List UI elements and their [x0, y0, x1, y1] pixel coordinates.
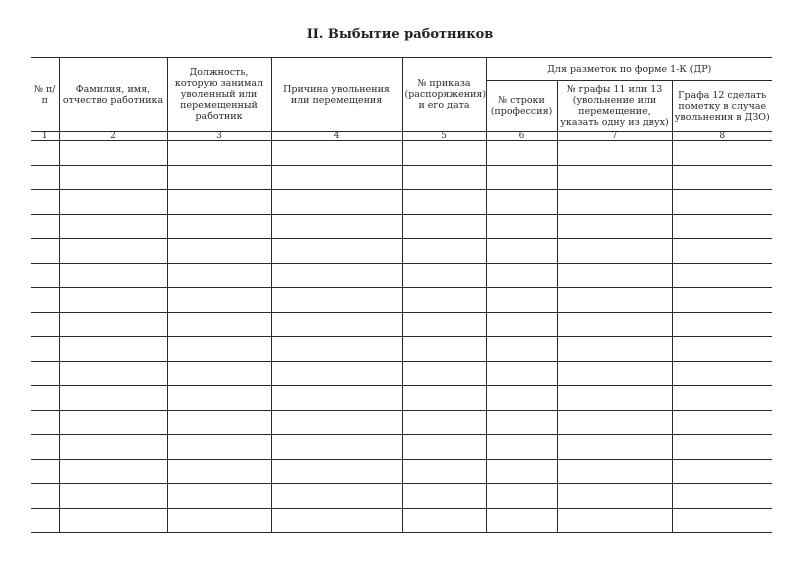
table-cell[interactable]: [402, 288, 486, 313]
table-row: [31, 239, 772, 264]
table-cell[interactable]: [31, 239, 59, 264]
table-cell[interactable]: [271, 484, 402, 509]
table-cell[interactable]: [486, 288, 557, 313]
table-cell[interactable]: [672, 312, 772, 337]
table-cell[interactable]: [402, 508, 486, 533]
table-cell[interactable]: [167, 484, 271, 509]
table-cell[interactable]: [486, 263, 557, 288]
table-cell[interactable]: [31, 337, 59, 362]
table-cell[interactable]: [31, 165, 59, 190]
table-row: [31, 214, 772, 239]
table-row: [31, 435, 772, 460]
table-cell[interactable]: [59, 239, 167, 264]
table-cell[interactable]: [402, 141, 486, 166]
table-cell[interactable]: [59, 214, 167, 239]
column-number: 3: [167, 132, 271, 141]
table-cell[interactable]: [271, 141, 402, 166]
table-cell[interactable]: [167, 288, 271, 313]
table-cell[interactable]: [59, 386, 167, 411]
table-cell[interactable]: [59, 435, 167, 460]
table-cell[interactable]: [31, 141, 59, 166]
column-number: 4: [271, 132, 402, 141]
table-cell[interactable]: [167, 435, 271, 460]
table-cell[interactable]: [59, 165, 167, 190]
table-cell[interactable]: [402, 214, 486, 239]
table-cell[interactable]: [402, 484, 486, 509]
table-row: [31, 288, 772, 313]
table-cell[interactable]: [59, 263, 167, 288]
table-cell[interactable]: [59, 484, 167, 509]
table-cell[interactable]: [59, 141, 167, 166]
table-cell[interactable]: [167, 361, 271, 386]
table-row: [31, 165, 772, 190]
table-cell[interactable]: [672, 337, 772, 362]
table-cell[interactable]: [486, 386, 557, 411]
table-cell[interactable]: [557, 459, 672, 484]
table-cell[interactable]: [167, 214, 271, 239]
table-cell[interactable]: [167, 459, 271, 484]
table-cell[interactable]: [31, 288, 59, 313]
table-cell[interactable]: [167, 263, 271, 288]
form-section-title: II. Выбытие работников: [306, 27, 494, 42]
table-cell[interactable]: [59, 459, 167, 484]
table-cell[interactable]: [672, 435, 772, 460]
table-cell[interactable]: [402, 165, 486, 190]
table-cell[interactable]: [59, 288, 167, 313]
table-cell[interactable]: [486, 410, 557, 435]
table-cell[interactable]: [31, 386, 59, 411]
table-row: [31, 141, 772, 166]
table-cell[interactable]: [557, 288, 672, 313]
table-cell[interactable]: [486, 508, 557, 533]
table-cell[interactable]: [672, 214, 772, 239]
table-cell[interactable]: [486, 312, 557, 337]
table-row: [31, 459, 772, 484]
table-cell[interactable]: [31, 263, 59, 288]
table-cell[interactable]: [557, 410, 672, 435]
table-cell[interactable]: [402, 386, 486, 411]
table-cell[interactable]: [167, 312, 271, 337]
column-number: 6: [486, 132, 557, 141]
table-cell[interactable]: [402, 361, 486, 386]
table-cell[interactable]: [486, 361, 557, 386]
table-cell[interactable]: [486, 484, 557, 509]
table-cell[interactable]: [402, 190, 486, 215]
table-cell[interactable]: [557, 239, 672, 264]
table-cell[interactable]: [271, 337, 402, 362]
table-cell[interactable]: [557, 337, 672, 362]
table-cell[interactable]: [486, 214, 557, 239]
header-line-number: № строки (профессия): [486, 81, 557, 132]
table-cell[interactable]: [167, 508, 271, 533]
table-cell[interactable]: [402, 410, 486, 435]
table-cell[interactable]: [402, 435, 486, 460]
column-number: 2: [59, 132, 167, 141]
table-cell[interactable]: [672, 386, 772, 411]
table-cell[interactable]: [402, 263, 486, 288]
table-cell[interactable]: [672, 239, 772, 264]
table-cell[interactable]: [271, 288, 402, 313]
table-cell[interactable]: [59, 312, 167, 337]
table-row: [31, 386, 772, 411]
table-cell[interactable]: [672, 508, 772, 533]
table-cell[interactable]: [672, 190, 772, 215]
table-cell[interactable]: [167, 141, 271, 166]
table-cell[interactable]: [557, 508, 672, 533]
table-row: [31, 263, 772, 288]
header-position: Должность, которую занимал уволенный или перемещенный работник: [167, 58, 271, 132]
header-column-11-or-13: № графы 11 или 13 (увольнение или перемещение, указать одну из двух): [557, 81, 672, 132]
table-cell[interactable]: [402, 312, 486, 337]
table-cell[interactable]: [672, 410, 772, 435]
table-cell[interactable]: [31, 214, 59, 239]
column-numbers-row: [31, 132, 772, 141]
table-cell[interactable]: [167, 410, 271, 435]
table-cell[interactable]: [167, 386, 271, 411]
table-cell[interactable]: [402, 337, 486, 362]
table-cell[interactable]: [31, 190, 59, 215]
table-row: [31, 361, 772, 386]
table-cell[interactable]: [31, 361, 59, 386]
table-cell[interactable]: [31, 508, 59, 533]
table-cell[interactable]: [486, 459, 557, 484]
table-cell[interactable]: [486, 141, 557, 166]
table-cell[interactable]: [59, 337, 167, 362]
header-row-number: № п/п: [31, 58, 59, 132]
table-cell[interactable]: [59, 190, 167, 215]
table-cell[interactable]: [31, 484, 59, 509]
table-cell[interactable]: [271, 410, 402, 435]
table-cell[interactable]: [271, 239, 402, 264]
table-cell[interactable]: [271, 312, 402, 337]
table-cell[interactable]: [31, 459, 59, 484]
column-number: 1: [31, 132, 59, 141]
table-row: [31, 484, 772, 509]
table-cell[interactable]: [271, 263, 402, 288]
header-column-12: Графа 12 сделать пометку в случае увольнения в ДЗО): [672, 81, 772, 132]
table-cell[interactable]: [271, 361, 402, 386]
table-cell[interactable]: [557, 190, 672, 215]
table-cell[interactable]: [557, 312, 672, 337]
table-cell[interactable]: [31, 312, 59, 337]
employee-departure-table: [31, 57, 772, 533]
table-cell[interactable]: [486, 190, 557, 215]
table-cell[interactable]: [557, 386, 672, 411]
table-cell[interactable]: [486, 435, 557, 460]
table-cell[interactable]: [672, 288, 772, 313]
table-cell[interactable]: [167, 190, 271, 215]
table-cell[interactable]: [672, 459, 772, 484]
header-dismissal-reason: Причина увольнения или перемещения: [271, 58, 402, 132]
table-row: [31, 410, 772, 435]
table-cell[interactable]: [672, 263, 772, 288]
table-cell[interactable]: [557, 141, 672, 166]
table-cell[interactable]: [486, 337, 557, 362]
table-cell[interactable]: [167, 337, 271, 362]
table-cell[interactable]: [557, 361, 672, 386]
table-cell[interactable]: [557, 263, 672, 288]
table-row: [31, 190, 772, 215]
table-cell[interactable]: [672, 361, 772, 386]
table-cell[interactable]: [59, 508, 167, 533]
table-cell[interactable]: [557, 165, 672, 190]
table-cell[interactable]: [672, 141, 772, 166]
table-cell[interactable]: [31, 435, 59, 460]
column-number: 7: [557, 132, 672, 141]
table-cell[interactable]: [271, 214, 402, 239]
table-cell[interactable]: [271, 508, 402, 533]
table-cell[interactable]: [402, 459, 486, 484]
table-cell[interactable]: [271, 435, 402, 460]
table-row: [31, 508, 772, 533]
table-cell[interactable]: [486, 239, 557, 264]
table-cell[interactable]: [557, 484, 672, 509]
table-cell[interactable]: [167, 165, 271, 190]
table-cell[interactable]: [271, 165, 402, 190]
table-row: [31, 312, 772, 337]
table-cell[interactable]: [271, 386, 402, 411]
header-full-name: Фамилия, имя, отчество работника: [59, 58, 167, 132]
table-cell[interactable]: [402, 239, 486, 264]
table-cell[interactable]: [672, 165, 772, 190]
header-group-form-1k: Для разметок по форме 1-К (ДР): [486, 58, 772, 81]
table-cell[interactable]: [59, 410, 167, 435]
header-order-number-date: № приказа (распоряжения) и его дата: [402, 58, 486, 132]
table-cell[interactable]: [271, 459, 402, 484]
table-cell[interactable]: [672, 484, 772, 509]
table-row: [31, 337, 772, 362]
table-cell[interactable]: [271, 190, 402, 215]
column-number: 8: [672, 132, 772, 141]
table-cell[interactable]: [31, 410, 59, 435]
column-number: 5: [402, 132, 486, 141]
table-cell[interactable]: [557, 435, 672, 460]
table-cell[interactable]: [59, 361, 167, 386]
table-cell[interactable]: [167, 239, 271, 264]
table-cell[interactable]: [486, 165, 557, 190]
table-cell[interactable]: [557, 214, 672, 239]
